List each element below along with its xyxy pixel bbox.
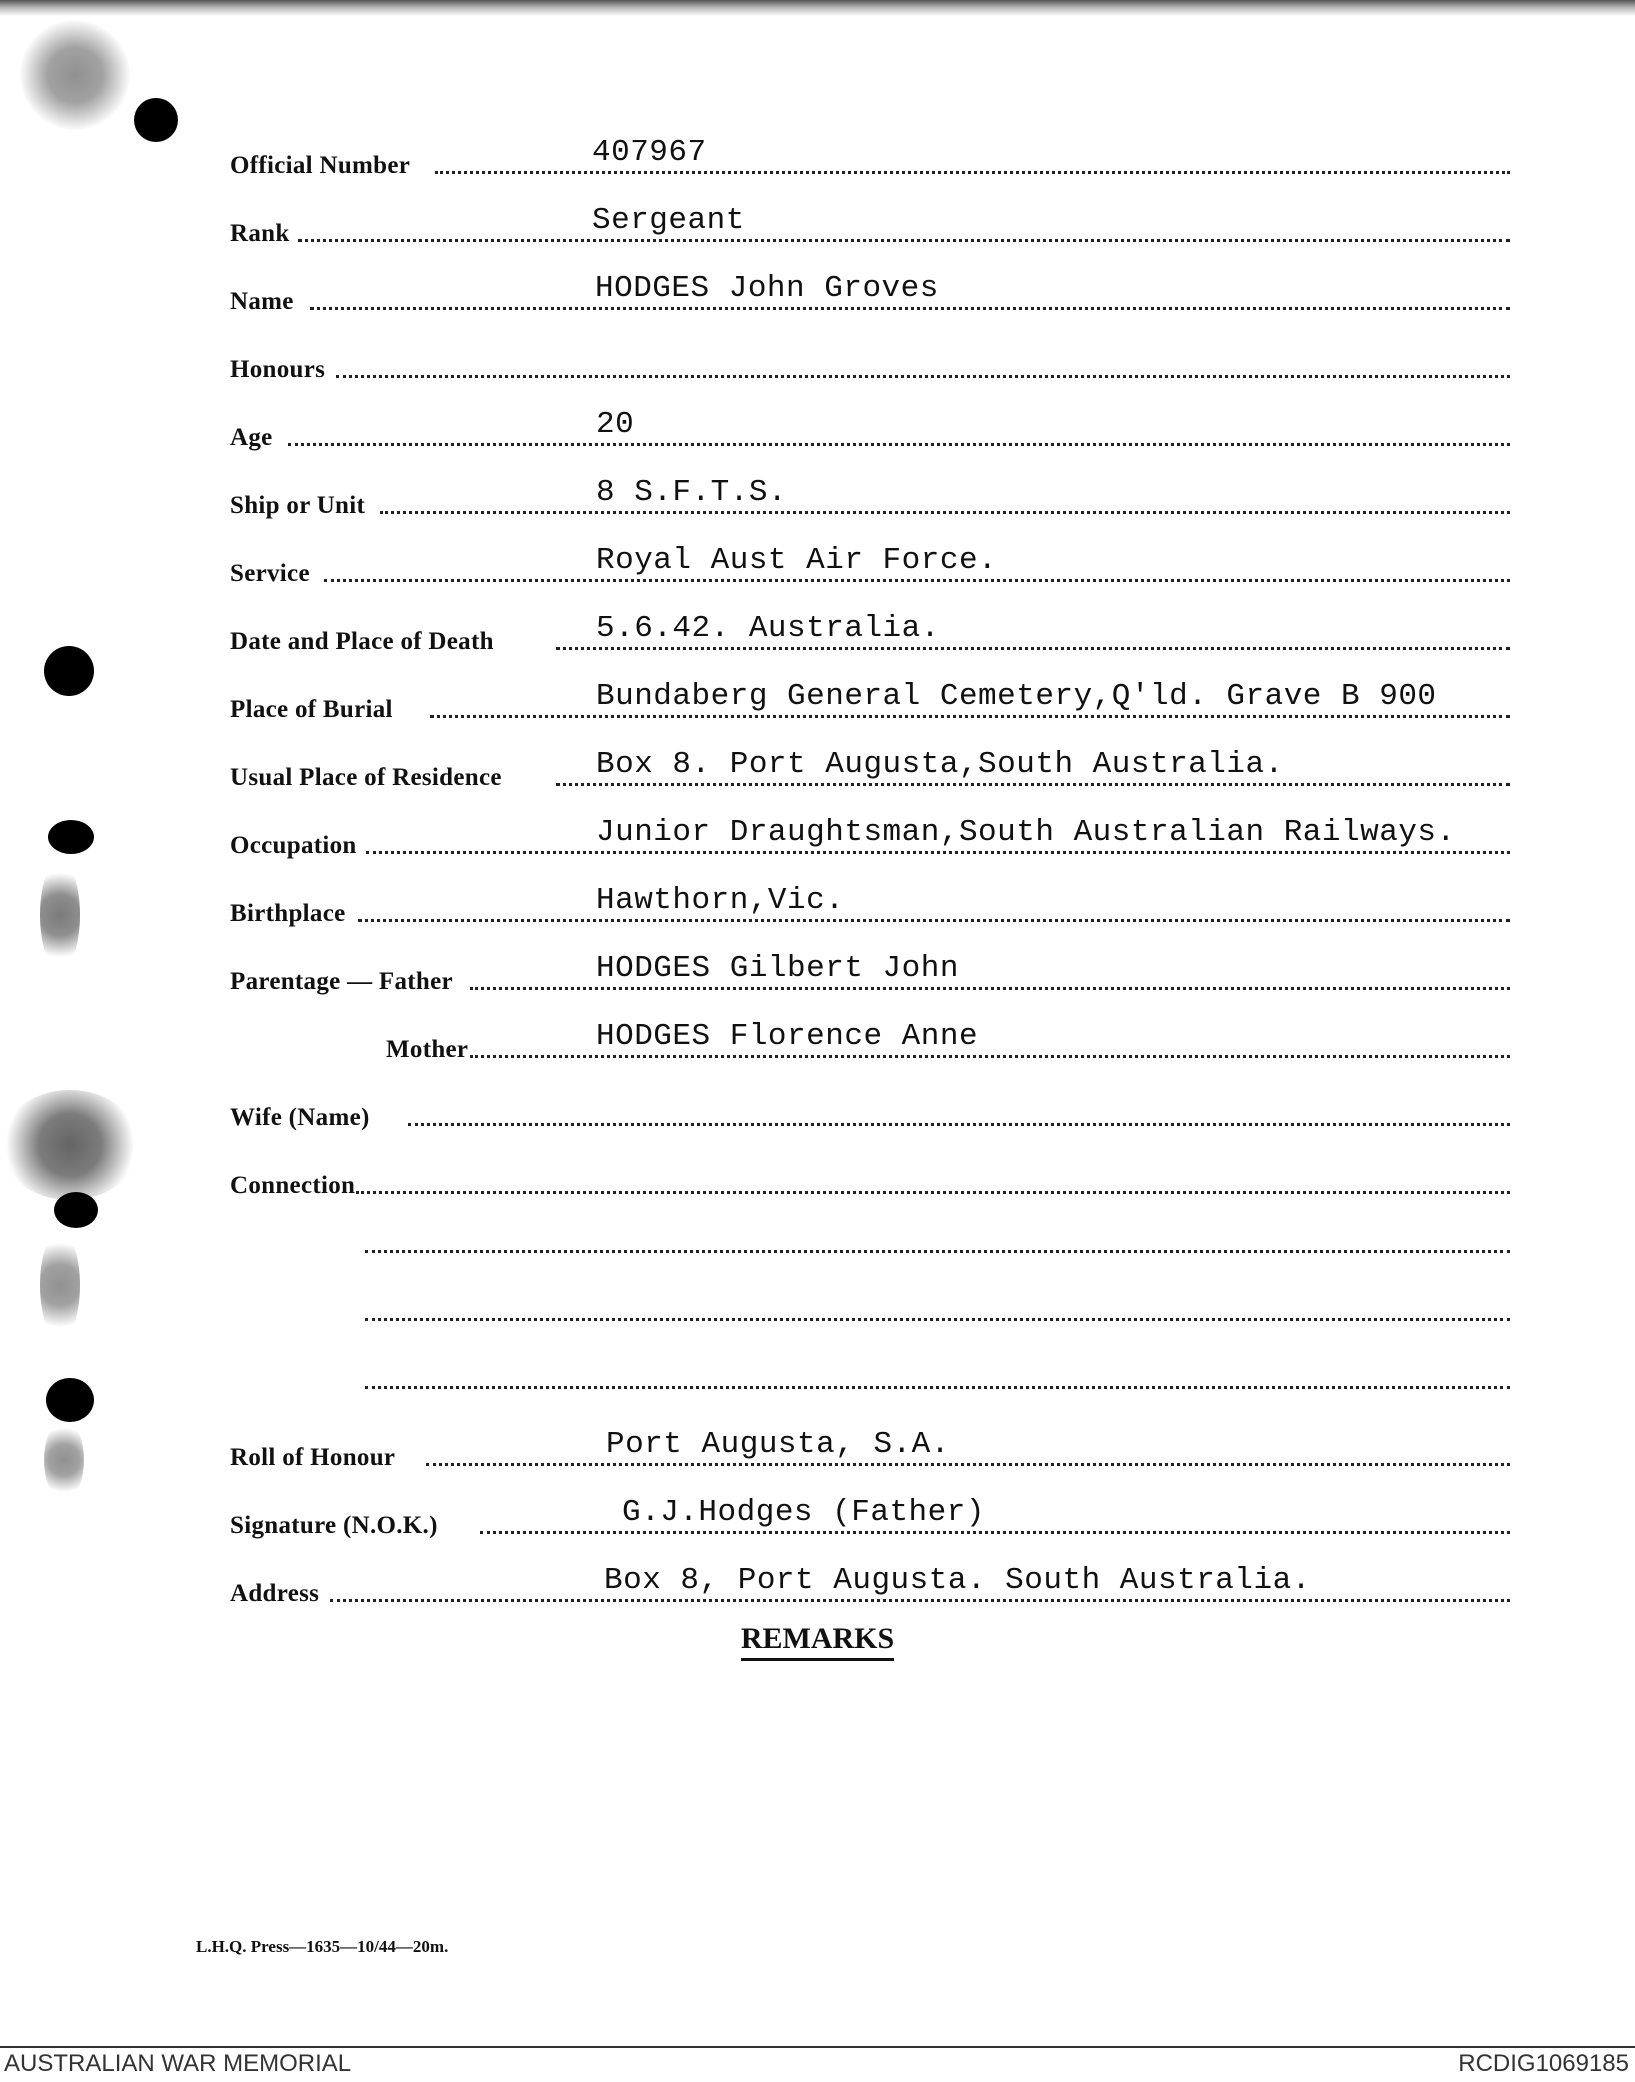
field-label: Usual Place of Residence: [230, 764, 502, 791]
dotted-rule: [330, 1599, 1510, 1602]
field-label: Birthplace: [230, 900, 346, 927]
field-label: Age: [230, 424, 273, 451]
dotted-rule: [470, 1055, 1510, 1058]
field-value: Sergeant: [592, 203, 745, 238]
field-label: Signature (N.O.K.): [230, 1512, 438, 1539]
field-label: Roll of Honour: [230, 1444, 396, 1471]
field-label: Ship or Unit: [230, 492, 366, 519]
connection-continuation-line: [365, 1386, 1510, 1389]
field-roll-of-honour: [230, 1427, 1510, 1472]
field-label: Service: [230, 560, 310, 587]
field-label: Date and Place of Death: [230, 628, 494, 655]
field-rank: [230, 203, 1510, 248]
field-value: HODGES Gilbert John: [596, 951, 959, 986]
punch-hole: [134, 98, 178, 142]
dotted-rule: [426, 1463, 1510, 1466]
field-name: [230, 271, 1510, 316]
field-ship-or-unit: [230, 475, 1510, 520]
field-label: Mother: [386, 1036, 469, 1063]
dotted-rule: [336, 375, 1510, 378]
dotted-rule: [480, 1531, 1510, 1534]
field-label: Wife (Name): [230, 1104, 370, 1131]
remarks-heading: [0, 1622, 1635, 1656]
field-label: Official Number: [230, 152, 411, 179]
field-value: Hawthorn,Vic.: [596, 883, 845, 918]
punch-hole: [54, 1192, 98, 1228]
dotted-rule: [298, 239, 1510, 242]
field-occupation: [230, 815, 1510, 860]
field-value: Port Augusta, S.A.: [606, 1427, 950, 1462]
field-birthplace: [230, 883, 1510, 928]
field-value: G.J.Hodges (Father): [622, 1495, 985, 1530]
field-value: HODGES Florence Anne: [596, 1019, 979, 1054]
field-signature-nok: [230, 1495, 1510, 1540]
dotted-rule: [358, 919, 1510, 922]
footer-divider: [0, 2046, 1635, 2048]
field-value: Bundaberg General Cemetery,Q'ld. Grave B 900: [596, 679, 1437, 714]
dotted-rule: [310, 307, 1510, 310]
field-value: 20: [596, 407, 635, 442]
field-label: Connection: [230, 1172, 356, 1199]
scan-shadow: [40, 860, 80, 970]
punch-hole: [48, 820, 94, 854]
field-label: Name: [230, 288, 294, 315]
field-value: HODGES John Groves: [595, 271, 939, 306]
footer-source: AUSTRALIAN WAR MEMORIAL: [4, 2050, 352, 2077]
scan-shadow: [20, 20, 130, 130]
field-connection: [230, 1160, 1510, 1200]
field-value: Royal Aust Air Force.: [596, 543, 998, 578]
field-label: Rank: [230, 220, 290, 247]
scan-shadow: [40, 1230, 80, 1340]
scan-shadow: [44, 1420, 84, 1500]
field-parentage-mother: [230, 1019, 1510, 1064]
field-label: Occupation: [230, 832, 357, 859]
dotted-rule: [380, 511, 1510, 514]
footer-id: RCDIG1069185: [1458, 2050, 1629, 2077]
field-parentage-father: [230, 951, 1510, 996]
field-service: [230, 543, 1510, 588]
dotted-rule: [356, 1191, 1510, 1194]
field-value: 5.6.42. Australia.: [596, 611, 940, 646]
field-value: 407967: [592, 135, 707, 170]
printer-mark: L.H.Q. Press—1635—10/44—20m.: [196, 1937, 449, 1956]
field-value: Box 8. Port Augusta,South Australia.: [596, 747, 1284, 782]
dotted-rule: [324, 579, 1510, 582]
dotted-rule: [430, 715, 1510, 718]
scan-shadow: [0, 1090, 140, 1200]
dotted-rule: [435, 171, 1510, 174]
connection-continuation-line: [365, 1318, 1510, 1321]
scan-edge-shadow: [0, 0, 1635, 16]
dotted-rule: [366, 851, 1510, 854]
field-wife-name: [230, 1092, 1510, 1132]
punch-hole: [44, 646, 94, 696]
field-date-place-of-death: [230, 611, 1510, 656]
field-value: 8 S.F.T.S.: [596, 475, 788, 510]
field-official-number: [230, 135, 1510, 180]
punch-hole: [46, 1378, 94, 1422]
field-value: Junior Draughtsman,South Australian Railways.: [596, 815, 1456, 850]
field-place-of-burial: [230, 679, 1510, 724]
field-label: Honours: [230, 356, 326, 383]
dotted-rule: [470, 987, 1510, 990]
connection-continuation-line: [365, 1250, 1510, 1253]
dotted-rule: [408, 1123, 1510, 1126]
dotted-rule: [556, 783, 1510, 786]
remarks-heading-text: REMARKS: [741, 1622, 894, 1661]
field-usual-place-of-residence: [230, 747, 1510, 792]
field-address: [230, 1563, 1510, 1608]
field-value: Box 8, Port Augusta. South Australia.: [604, 1563, 1311, 1598]
dotted-rule: [556, 647, 1510, 650]
field-label: Place of Burial: [230, 696, 393, 723]
field-label: Parentage — Father: [230, 968, 453, 995]
dotted-rule: [288, 443, 1510, 446]
field-age: [230, 407, 1510, 452]
field-label: Address: [230, 1580, 320, 1607]
field-honours: [230, 344, 1510, 384]
